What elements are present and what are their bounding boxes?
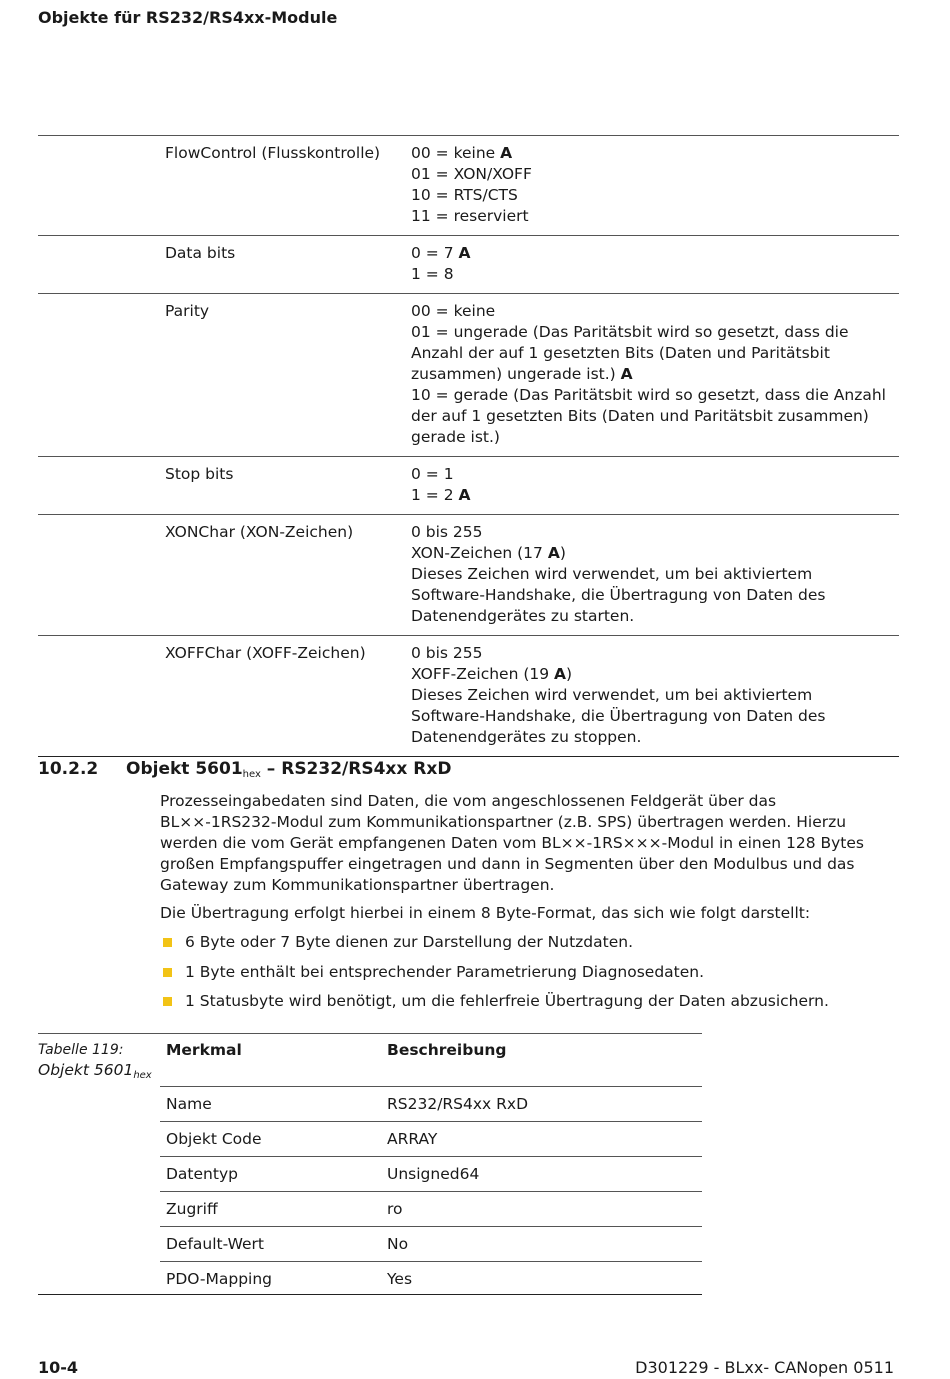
table-row bbox=[38, 514, 899, 635]
table-caption: Tabelle 119: Objekt $5601_{hex}$ bbox=[38, 1042, 152, 1081]
parameter-table bbox=[38, 135, 899, 757]
parameter-value: 10 = RTS/CTS bbox=[411, 186, 518, 204]
table-row bbox=[38, 235, 899, 293]
parameter-label: XOFFChar (XOFF-Zeichen) bbox=[165, 644, 366, 662]
parameter-value: 0 bis 255 bbox=[411, 644, 483, 662]
table-row bbox=[38, 135, 899, 235]
parameter-value: 10 = gerade (Das Paritätsbit wird so gesetzt, dass die Anzahl der auf 1 gesetzten Bits (Daten und Paritätsbit zusammen) gerade ist.) bbox=[411, 386, 886, 446]
parameter-values bbox=[411, 522, 891, 627]
table-row: Name RS232/RS4xx RxD bbox=[160, 1087, 702, 1122]
parameter-value: 00 = keine bbox=[411, 302, 496, 320]
parameter-label: Parity bbox=[165, 302, 210, 320]
parameter-value: 00 = keine A bbox=[411, 144, 513, 162]
parameter-value: 0 = 7 A bbox=[411, 244, 471, 262]
parameter-values bbox=[411, 143, 891, 227]
column-header-merkmal: Merkmal bbox=[166, 1041, 242, 1059]
list-item: 1 Statusbyte wird benötigt, um die fehlerfreie Übertragung der Daten abzusichern. bbox=[160, 991, 895, 1012]
parameter-value: Dieses Zeichen wird verwendet, um bei aktiviertem Software-Handshake, die Übertragung von Daten des Datenendgerätes zu starten. bbox=[411, 565, 826, 625]
section-paragraph-1: Prozesseingabedaten sind Daten, die vom angeschlossenen Feldgerät über das BL××-1RS232-Modul zum Kommunikationspartner (z.B. SPS) übertragen werden. Hierzu werden die vom Gerät empfangenen Daten vom BL××-1RS×××-Modul in einen 128 Bytes großen Empfangspuffer eingetragen und dann in Segmenten über den Modulbus und das Gateway zum Kommunikationspartner übertragen. bbox=[160, 792, 865, 894]
parameter-value: 1 = 2 A bbox=[411, 486, 471, 504]
column-header-beschreibung: Beschreibung bbox=[387, 1041, 507, 1059]
table-row: Datentyp Unsigned64 bbox=[160, 1157, 702, 1192]
parameter-label: Stop bits bbox=[165, 465, 234, 483]
parameter-value: 11 = reserviert bbox=[411, 207, 529, 225]
parameter-value: 01 = XON/XOFF bbox=[411, 165, 532, 183]
table-row: Zugriff ro bbox=[160, 1192, 702, 1227]
document-id: D301229 - BLxx- CANopen 0511 bbox=[635, 1358, 894, 1377]
parameter-values bbox=[411, 243, 891, 285]
table-row: PDO-Mapping Yes bbox=[166, 1270, 413, 1288]
list-item: 6 Byte oder 7 Byte dienen zur Darstellung der Nutzdaten. bbox=[160, 932, 895, 953]
parameter-value: 01 = ungerade (Das Paritätsbit wird so gesetzt, dass die Anzahl der auf 1 gesetzten Bits (Daten und Paritätsbit zusammen) ungerade ist.) A bbox=[411, 323, 849, 383]
parameter-value: XOFF-Zeichen (19 A) bbox=[411, 665, 573, 683]
bullet-square-icon bbox=[163, 968, 172, 977]
bullet-square-icon bbox=[163, 938, 172, 947]
list-item: 1 Byte enthält bei entsprechender Parametrierung Diagnosedaten. bbox=[160, 962, 895, 983]
table-row: Objekt Code ARRAY bbox=[160, 1122, 702, 1157]
table-row bbox=[38, 635, 899, 757]
parameter-value: 1 = 8 bbox=[411, 265, 454, 283]
table-row bbox=[38, 293, 899, 456]
bullet-square-icon bbox=[163, 997, 172, 1006]
parameter-values bbox=[411, 464, 891, 506]
parameter-label: XONChar (XON-Zeichen) bbox=[165, 523, 354, 541]
table-row bbox=[38, 456, 899, 514]
section-title: Objekt $5601_{hex} - RS232/RS4xx$ RxD bbox=[126, 759, 452, 780]
parameter-label: Data bits bbox=[165, 244, 236, 262]
parameter-value: 0 = 1 bbox=[411, 465, 454, 483]
section-paragraph-2: Die Übertragung erfolgt hierbei in einem 8 Byte-Format, das sich wie folgt darstellt: bbox=[160, 904, 811, 922]
table-row: Default-Wert No bbox=[160, 1227, 702, 1262]
parameter-value: 0 bis 255 bbox=[411, 523, 483, 541]
table-bottom-rule bbox=[38, 1294, 702, 1295]
parameter-values bbox=[411, 643, 891, 748]
parameter-values bbox=[411, 301, 891, 448]
running-header: Objekte für RS232/RS4xx-Module bbox=[38, 8, 338, 27]
parameter-label: FlowControl (Flusskontrolle) bbox=[165, 144, 381, 162]
page-number: 10-4 bbox=[38, 1358, 79, 1377]
parameter-value: XON-Zeichen (17 A) bbox=[411, 544, 566, 562]
object-table bbox=[160, 1033, 702, 1296]
table-header-row bbox=[160, 1033, 702, 1087]
parameter-value: Dieses Zeichen wird verwendet, um bei aktiviertem Software-Handshake, die Übertragung von Daten des Datenendgerätes zu stoppen. bbox=[411, 686, 826, 746]
bullet-list bbox=[160, 932, 895, 1021]
section-number: 10.2.2 bbox=[38, 759, 99, 779]
